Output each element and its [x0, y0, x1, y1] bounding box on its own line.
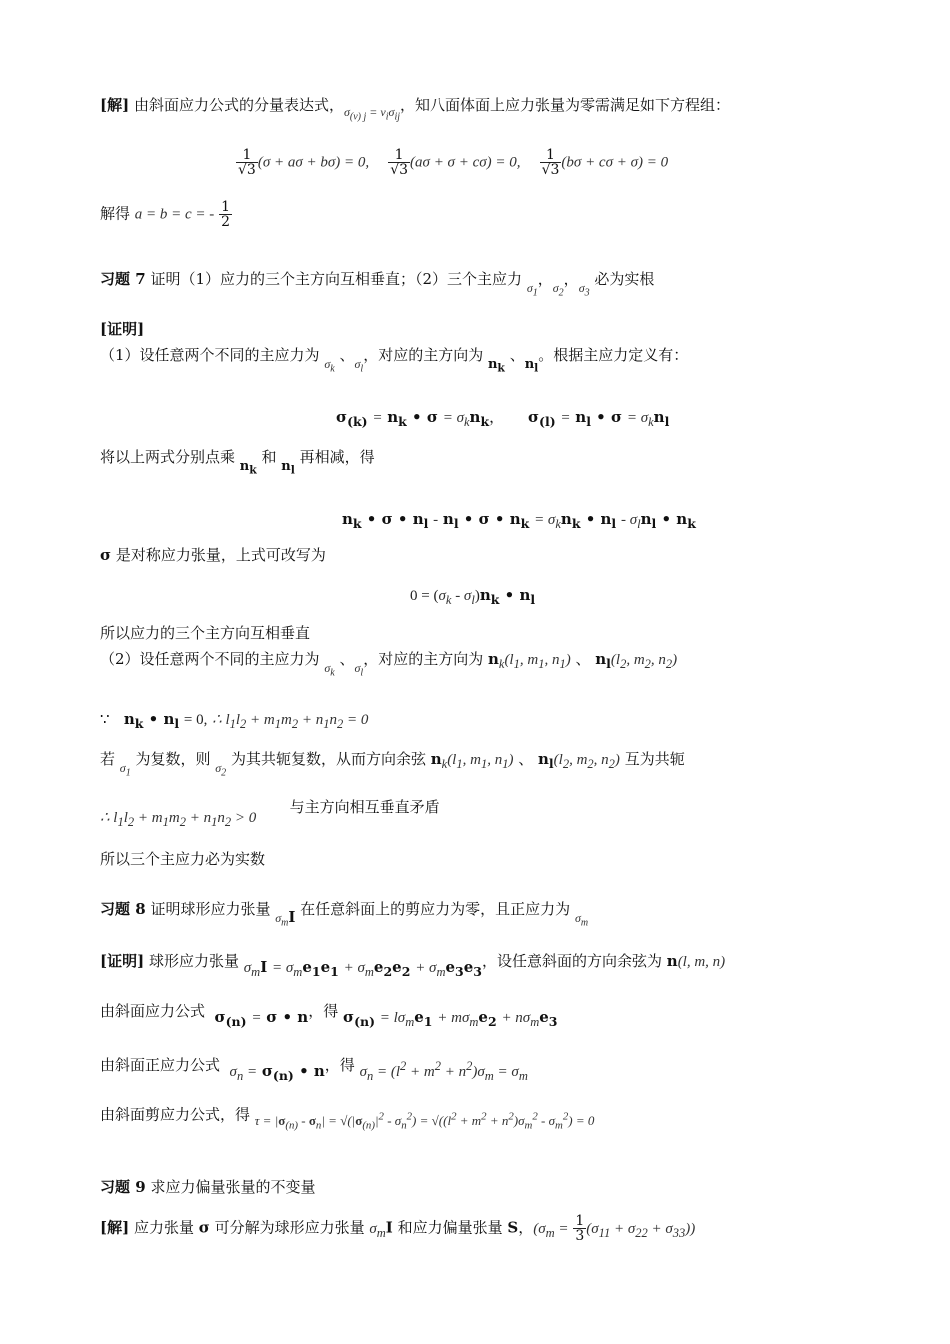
problem-9-heading: 习题 9 求应力偏量张量的不变量 [100, 1178, 316, 1196]
contradiction-line: ∴ $l_1l_2 + m_1m_2 + n_1n_2 > 0$ 与主方向相互垂直矛盾 [100, 798, 440, 829]
octahedral-equations: $\frac{1}{√3}$ (σ + aσ + bσ) = 0, $\frac{1}{√3}$ (aσ + σ + cσ) = 0, $\frac{1}{√3}$ (bσ + cσ + σ) = 0 [238, 147, 669, 178]
because-therefore-line: ∵ $n_k$ • $n_l = 0$, ∴ $l_1l_2 + m_1m_2 + n_1n_2 = 0$ [100, 710, 369, 731]
proof-7-part2-intro: （2）设任意两个不同的主应力为 $_{\sigma_k}$ 、$_{\sigma_l}$，对应的主方向为 $n_k(l_1$, $m_1$, $n_1$) 、 $n_l(l_2$, $m_2$, $n_2$) [100, 650, 678, 679]
dot-product-instruction: 将以上两式分别点乘 $n_k$ 和 $n_l$ 再相减，得 [100, 448, 375, 477]
problem-8-heading: 习题 8 证明球形应力张量 $\sigma_mI$ 在任意斜面上的剪应力为零，且正应力为 $_{\sigma_m}$ [100, 900, 589, 929]
solution-intro-line: [解] 由斜面应力公式的分量表达式，$_{\sigma_{(\nu) j} = \nu_i\sigma_{ij}}$，知八面体面上应力张量为零需满足如下方程组： [100, 96, 731, 123]
subtraction-equation: $n_k$ • σ • $n_l - n_l$ • σ • $n_k = \sigma_kn_k$ • $n_l - \sigma_ln_l$ • $n_k$ [342, 510, 696, 531]
symmetric-tensor-note: σ 是对称应力张量，上式可改写为 [100, 546, 326, 564]
proof-label-7: [证明] [100, 320, 145, 338]
part2-conclusion: 所以三个主应力必为实数 [100, 850, 266, 868]
proof-8-spherical-tensor: [证明] 球形应力张量 $\sigma_mI = \sigma_me_1e_1 + \sigma_me_2e_2 + \sigma_me_3e_3$，设任意斜面的方向余弦为 n(l, m, n) [100, 952, 726, 979]
principal-stress-definition: $\sigma_{(k)} = n_k$ • $\sigma = \sigma_kn_k$， $\sigma_{(l)} = n_l$ • $\sigma = \sigma_kn_l$ [336, 408, 670, 429]
solution-result: 解得 a = b = c = - $\frac{1}{2}$ [100, 199, 231, 230]
part1-conclusion: 所以应力的三个主方向互相垂直 [100, 624, 311, 642]
problem-9-solution: [解] 应力张量 σ 可分解为球形应力张量 $\sigma_mI$ 和应力偏量张量 S，($\sigma_m$ = $\frac{1}{3}$ $(\sigma_{11} + \sigma_{22} + \sigma_{33})$) [100, 1213, 696, 1244]
problem-7-heading: 习题 7 证明（1）应力的三个主方向互相垂直；（2）三个主应力 $_{\sigma_1}$，$_{\sigma_2}$，$_{\sigma_3}$ 必为实根 [100, 270, 655, 299]
complex-assumption-line: 若 $_{\sigma_1}$ 为复数，则 $_{\sigma_2}$ 为其共轭复数，从而方向余弦 $n_k(l_1$, $m_1$, $n_1$) 、 $n_l(l_2$, $m_2$, $n_2$) 互为共轭 [100, 750, 685, 779]
normal-stress-formula-line: 由斜面正应力公式 $\sigma_n = \sigma_{(n)}$ • n，得 $\sigma_n = (l^2 + m^2 + n^2)\sigma_m = \sigma_m$ [100, 1056, 528, 1083]
orthogonality-equation: $0 = (\sigma_k - \sigma_l)n_k$ • $n_l$ [410, 586, 536, 607]
oblique-stress-formula-line: 由斜面应力公式 $\sigma_{(n)} = \sigma$ • n，得 $\sigma_{(n)} = l\sigma_me_1 + m\sigma_me_2 + n\sigma_me_3$ [100, 1002, 558, 1029]
shear-stress-formula-line: 由斜面剪应力公式，得 $\tau = |\sigma_{(n)} - \sigma_n| = √(|\sigma_{(n)}|^2 - \sigma_n^2) = √((l^2 + m^2 + n^2)\sigma_m^2 - \sigma_m^2) = 0$ [100, 1105, 595, 1132]
proof-7-part1-intro: （1）设任意两个不同的主应力为 $_{\sigma_k}$ 、$_{\sigma_l}$，对应的主方向为 $n_k$ 、$n_l$。根据主应力定义有： [100, 346, 689, 375]
